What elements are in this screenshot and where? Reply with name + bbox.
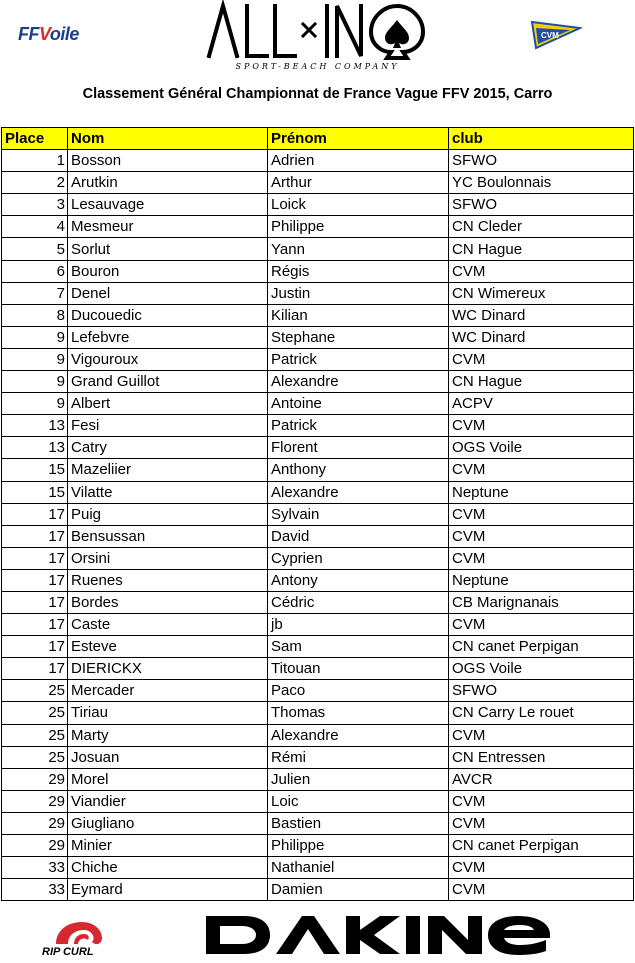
table-header-row — [2, 128, 634, 150]
cell-prenom: Philippe — [268, 216, 449, 238]
table-row — [2, 680, 634, 702]
cell-nom: Mesmeur — [68, 216, 268, 238]
cell-club: CVM — [449, 614, 634, 636]
cell-nom: DIERICKX — [68, 658, 268, 680]
cell-nom: Grand Guillot — [68, 371, 268, 393]
cell-club: CN Entressen — [449, 746, 634, 768]
cell-place: 9 — [2, 326, 68, 348]
cell-nom: Bordes — [68, 591, 268, 613]
page-title: Classement Général Championnat de France Vague FFV 2015, Carro — [82, 86, 553, 102]
cell-club: CN Cleder — [449, 216, 634, 238]
table-row — [2, 304, 634, 326]
cell-prenom: Damien — [268, 879, 449, 901]
cell-club: OGS Voile — [449, 658, 634, 680]
cell-place: 13 — [2, 415, 68, 437]
cell-prenom: Nathaniel — [268, 857, 449, 879]
cell-prenom: Paco — [268, 680, 449, 702]
cell-club: CVM — [449, 547, 634, 569]
table-row — [2, 348, 634, 370]
cell-place: 29 — [2, 835, 68, 857]
table-row — [2, 503, 634, 525]
cell-club: AVCR — [449, 768, 634, 790]
table-row — [2, 724, 634, 746]
cell-club: Neptune — [449, 481, 634, 503]
table-row — [2, 481, 634, 503]
ripcurl-wave-icon — [38, 918, 128, 948]
table-row — [2, 525, 634, 547]
cell-club: CVM — [449, 503, 634, 525]
cell-club: CVM — [449, 348, 634, 370]
table-row — [2, 702, 634, 724]
table-row — [2, 172, 634, 194]
cell-club: WC Dinard — [449, 326, 634, 348]
cell-place: 29 — [2, 790, 68, 812]
cvm-logo — [530, 18, 582, 52]
cell-club: YC Boulonnais — [449, 172, 634, 194]
table-row — [2, 194, 634, 216]
cell-prenom: Cyprien — [268, 547, 449, 569]
table-row — [2, 326, 634, 348]
cell-place: 17 — [2, 569, 68, 591]
cell-club: CVM — [449, 459, 634, 481]
cell-prenom: Loick — [268, 194, 449, 216]
cell-club: CVM — [449, 879, 634, 901]
table-row — [2, 459, 634, 481]
cell-nom: Caste — [68, 614, 268, 636]
ffv-logo-prefix: FF — [18, 24, 39, 44]
cell-club: CN canet Perpigan — [449, 835, 634, 857]
table-row — [2, 746, 634, 768]
cell-nom: Lefebvre — [68, 326, 268, 348]
cell-club: CVM — [449, 724, 634, 746]
table-row — [2, 150, 634, 172]
cell-prenom: Philippe — [268, 835, 449, 857]
cell-nom: Marty — [68, 724, 268, 746]
cell-place: 9 — [2, 393, 68, 415]
table-row — [2, 591, 634, 613]
cell-place: 9 — [2, 348, 68, 370]
cell-prenom: Justin — [268, 282, 449, 304]
cell-prenom: Sam — [268, 636, 449, 658]
cell-nom: Ducouedic — [68, 304, 268, 326]
cell-club: SFWO — [449, 194, 634, 216]
cell-nom: Sorlut — [68, 238, 268, 260]
cell-nom: Fesi — [68, 415, 268, 437]
cell-place: 29 — [2, 812, 68, 834]
table-row — [2, 393, 634, 415]
table-row — [2, 437, 634, 459]
cell-place: 17 — [2, 547, 68, 569]
cell-prenom: Alexandre — [268, 481, 449, 503]
dakine-wordmark-icon — [206, 912, 552, 958]
cell-place: 15 — [2, 481, 68, 503]
cell-club: CN Carry Le rouet — [449, 702, 634, 724]
cell-place: 25 — [2, 702, 68, 724]
cell-nom: Vilatte — [68, 481, 268, 503]
cell-nom: Viandier — [68, 790, 268, 812]
cell-prenom: Yann — [268, 238, 449, 260]
cell-place: 9 — [2, 371, 68, 393]
cell-place: 2 — [2, 172, 68, 194]
table-row — [2, 547, 634, 569]
table-row — [2, 260, 634, 282]
cell-club: CVM — [449, 260, 634, 282]
table-row — [2, 569, 634, 591]
cell-prenom: Loic — [268, 790, 449, 812]
table-row — [2, 857, 634, 879]
cell-prenom: Alexandre — [268, 371, 449, 393]
cell-place: 4 — [2, 216, 68, 238]
cell-club: WC Dinard — [449, 304, 634, 326]
cell-nom: Bosson — [68, 150, 268, 172]
cell-nom: Bouron — [68, 260, 268, 282]
cell-place: 15 — [2, 459, 68, 481]
allino-tagline: SPORT-BEACH COMPANY — [235, 62, 400, 71]
table-row — [2, 768, 634, 790]
cell-place: 13 — [2, 437, 68, 459]
cell-club: CVM — [449, 857, 634, 879]
cell-prenom: Régis — [268, 260, 449, 282]
cell-club: ACPV — [449, 393, 634, 415]
cell-prenom: Bastien — [268, 812, 449, 834]
cell-nom: Bensussan — [68, 525, 268, 547]
cell-club: CB Marignanais — [449, 591, 634, 613]
cell-place: 33 — [2, 857, 68, 879]
cell-nom: Chiche — [68, 857, 268, 879]
cell-prenom: David — [268, 525, 449, 547]
cell-nom: Tiriau — [68, 702, 268, 724]
cell-nom: Mazeliier — [68, 459, 268, 481]
cell-prenom: Alexandre — [268, 724, 449, 746]
table-row — [2, 636, 634, 658]
cell-nom: Giugliano — [68, 812, 268, 834]
cell-place: 29 — [2, 768, 68, 790]
cell-prenom: Thomas — [268, 702, 449, 724]
ranking-table-body — [2, 150, 634, 901]
cell-place: 6 — [2, 260, 68, 282]
allino-wordmark-icon — [205, 0, 430, 62]
ripcurl-logo — [38, 918, 128, 960]
cell-nom: Denel — [68, 282, 268, 304]
cell-nom: Puig — [68, 503, 268, 525]
cell-prenom: Florent — [268, 437, 449, 459]
cell-place: 7 — [2, 282, 68, 304]
cell-prenom: Julien — [268, 768, 449, 790]
cell-nom: Orsini — [68, 547, 268, 569]
column-header-place: Place — [2, 128, 68, 150]
cell-club: CN Hague — [449, 238, 634, 260]
cell-place: 17 — [2, 503, 68, 525]
table-row — [2, 658, 634, 680]
cell-club: CVM — [449, 415, 634, 437]
cell-nom: Arutkin — [68, 172, 268, 194]
ffv-logo-v: V — [39, 24, 50, 44]
table-row — [2, 812, 634, 834]
cell-prenom: Rémi — [268, 746, 449, 768]
cell-nom: Catry — [68, 437, 268, 459]
table-row — [2, 614, 634, 636]
cvm-pennant-icon — [530, 18, 582, 52]
column-header-prenom: Prénom — [268, 128, 449, 150]
cell-club: Neptune — [449, 569, 634, 591]
cell-club: OGS Voile — [449, 437, 634, 459]
cell-prenom: Stephane — [268, 326, 449, 348]
table-row — [2, 216, 634, 238]
column-header-club: club — [449, 128, 634, 150]
cell-place: 25 — [2, 746, 68, 768]
cell-club: CN canet Perpigan — [449, 636, 634, 658]
cell-place: 17 — [2, 525, 68, 547]
cell-club: CN Hague — [449, 371, 634, 393]
cell-club: CVM — [449, 812, 634, 834]
ffvoile-logo — [18, 18, 98, 50]
cell-prenom: jb — [268, 614, 449, 636]
cell-prenom: Arthur — [268, 172, 449, 194]
cell-nom: Albert — [68, 393, 268, 415]
cell-nom: Lesauvage — [68, 194, 268, 216]
dakine-logo — [206, 912, 552, 958]
cell-prenom: Cédric — [268, 591, 449, 613]
table-row — [2, 790, 634, 812]
cell-place: 3 — [2, 194, 68, 216]
cell-place: 8 — [2, 304, 68, 326]
table-row — [2, 879, 634, 901]
column-header-nom: Nom — [68, 128, 268, 150]
cell-place: 17 — [2, 658, 68, 680]
cell-club: CN Wimereux — [449, 282, 634, 304]
ffv-logo-suffix: oile — [49, 24, 79, 44]
cell-place: 25 — [2, 724, 68, 746]
cell-nom: Mercader — [68, 680, 268, 702]
cell-nom: Esteve — [68, 636, 268, 658]
cell-club: CVM — [449, 790, 634, 812]
cell-prenom: Antoine — [268, 393, 449, 415]
cell-prenom: Antony — [268, 569, 449, 591]
allino-logo — [205, 0, 430, 76]
cell-place: 17 — [2, 591, 68, 613]
table-row — [2, 238, 634, 260]
table-row — [2, 415, 634, 437]
cell-club: CVM — [449, 525, 634, 547]
cell-place: 1 — [2, 150, 68, 172]
cell-nom: Morel — [68, 768, 268, 790]
ripcurl-logo-text: RIP CURL — [42, 946, 94, 958]
cvm-logo-text: CVM — [541, 31, 559, 40]
cell-place: 17 — [2, 636, 68, 658]
cell-prenom: Anthony — [268, 459, 449, 481]
cell-nom: Minier — [68, 835, 268, 857]
cell-prenom: Adrien — [268, 150, 449, 172]
cell-nom: Eymard — [68, 879, 268, 901]
cell-place: 17 — [2, 614, 68, 636]
cell-nom: Vigouroux — [68, 348, 268, 370]
cell-club: SFWO — [449, 680, 634, 702]
cell-place: 5 — [2, 238, 68, 260]
cell-prenom: Kilian — [268, 304, 449, 326]
cell-nom: Ruenes — [68, 569, 268, 591]
cell-prenom: Titouan — [268, 658, 449, 680]
table-row — [2, 835, 634, 857]
table-row — [2, 371, 634, 393]
cell-place: 25 — [2, 680, 68, 702]
cell-nom: Josuan — [68, 746, 268, 768]
cell-prenom: Patrick — [268, 348, 449, 370]
ranking-table — [1, 127, 634, 901]
table-row — [2, 282, 634, 304]
cell-prenom: Sylvain — [268, 503, 449, 525]
cell-prenom: Patrick — [268, 415, 449, 437]
cell-place: 33 — [2, 879, 68, 901]
cell-club: SFWO — [449, 150, 634, 172]
